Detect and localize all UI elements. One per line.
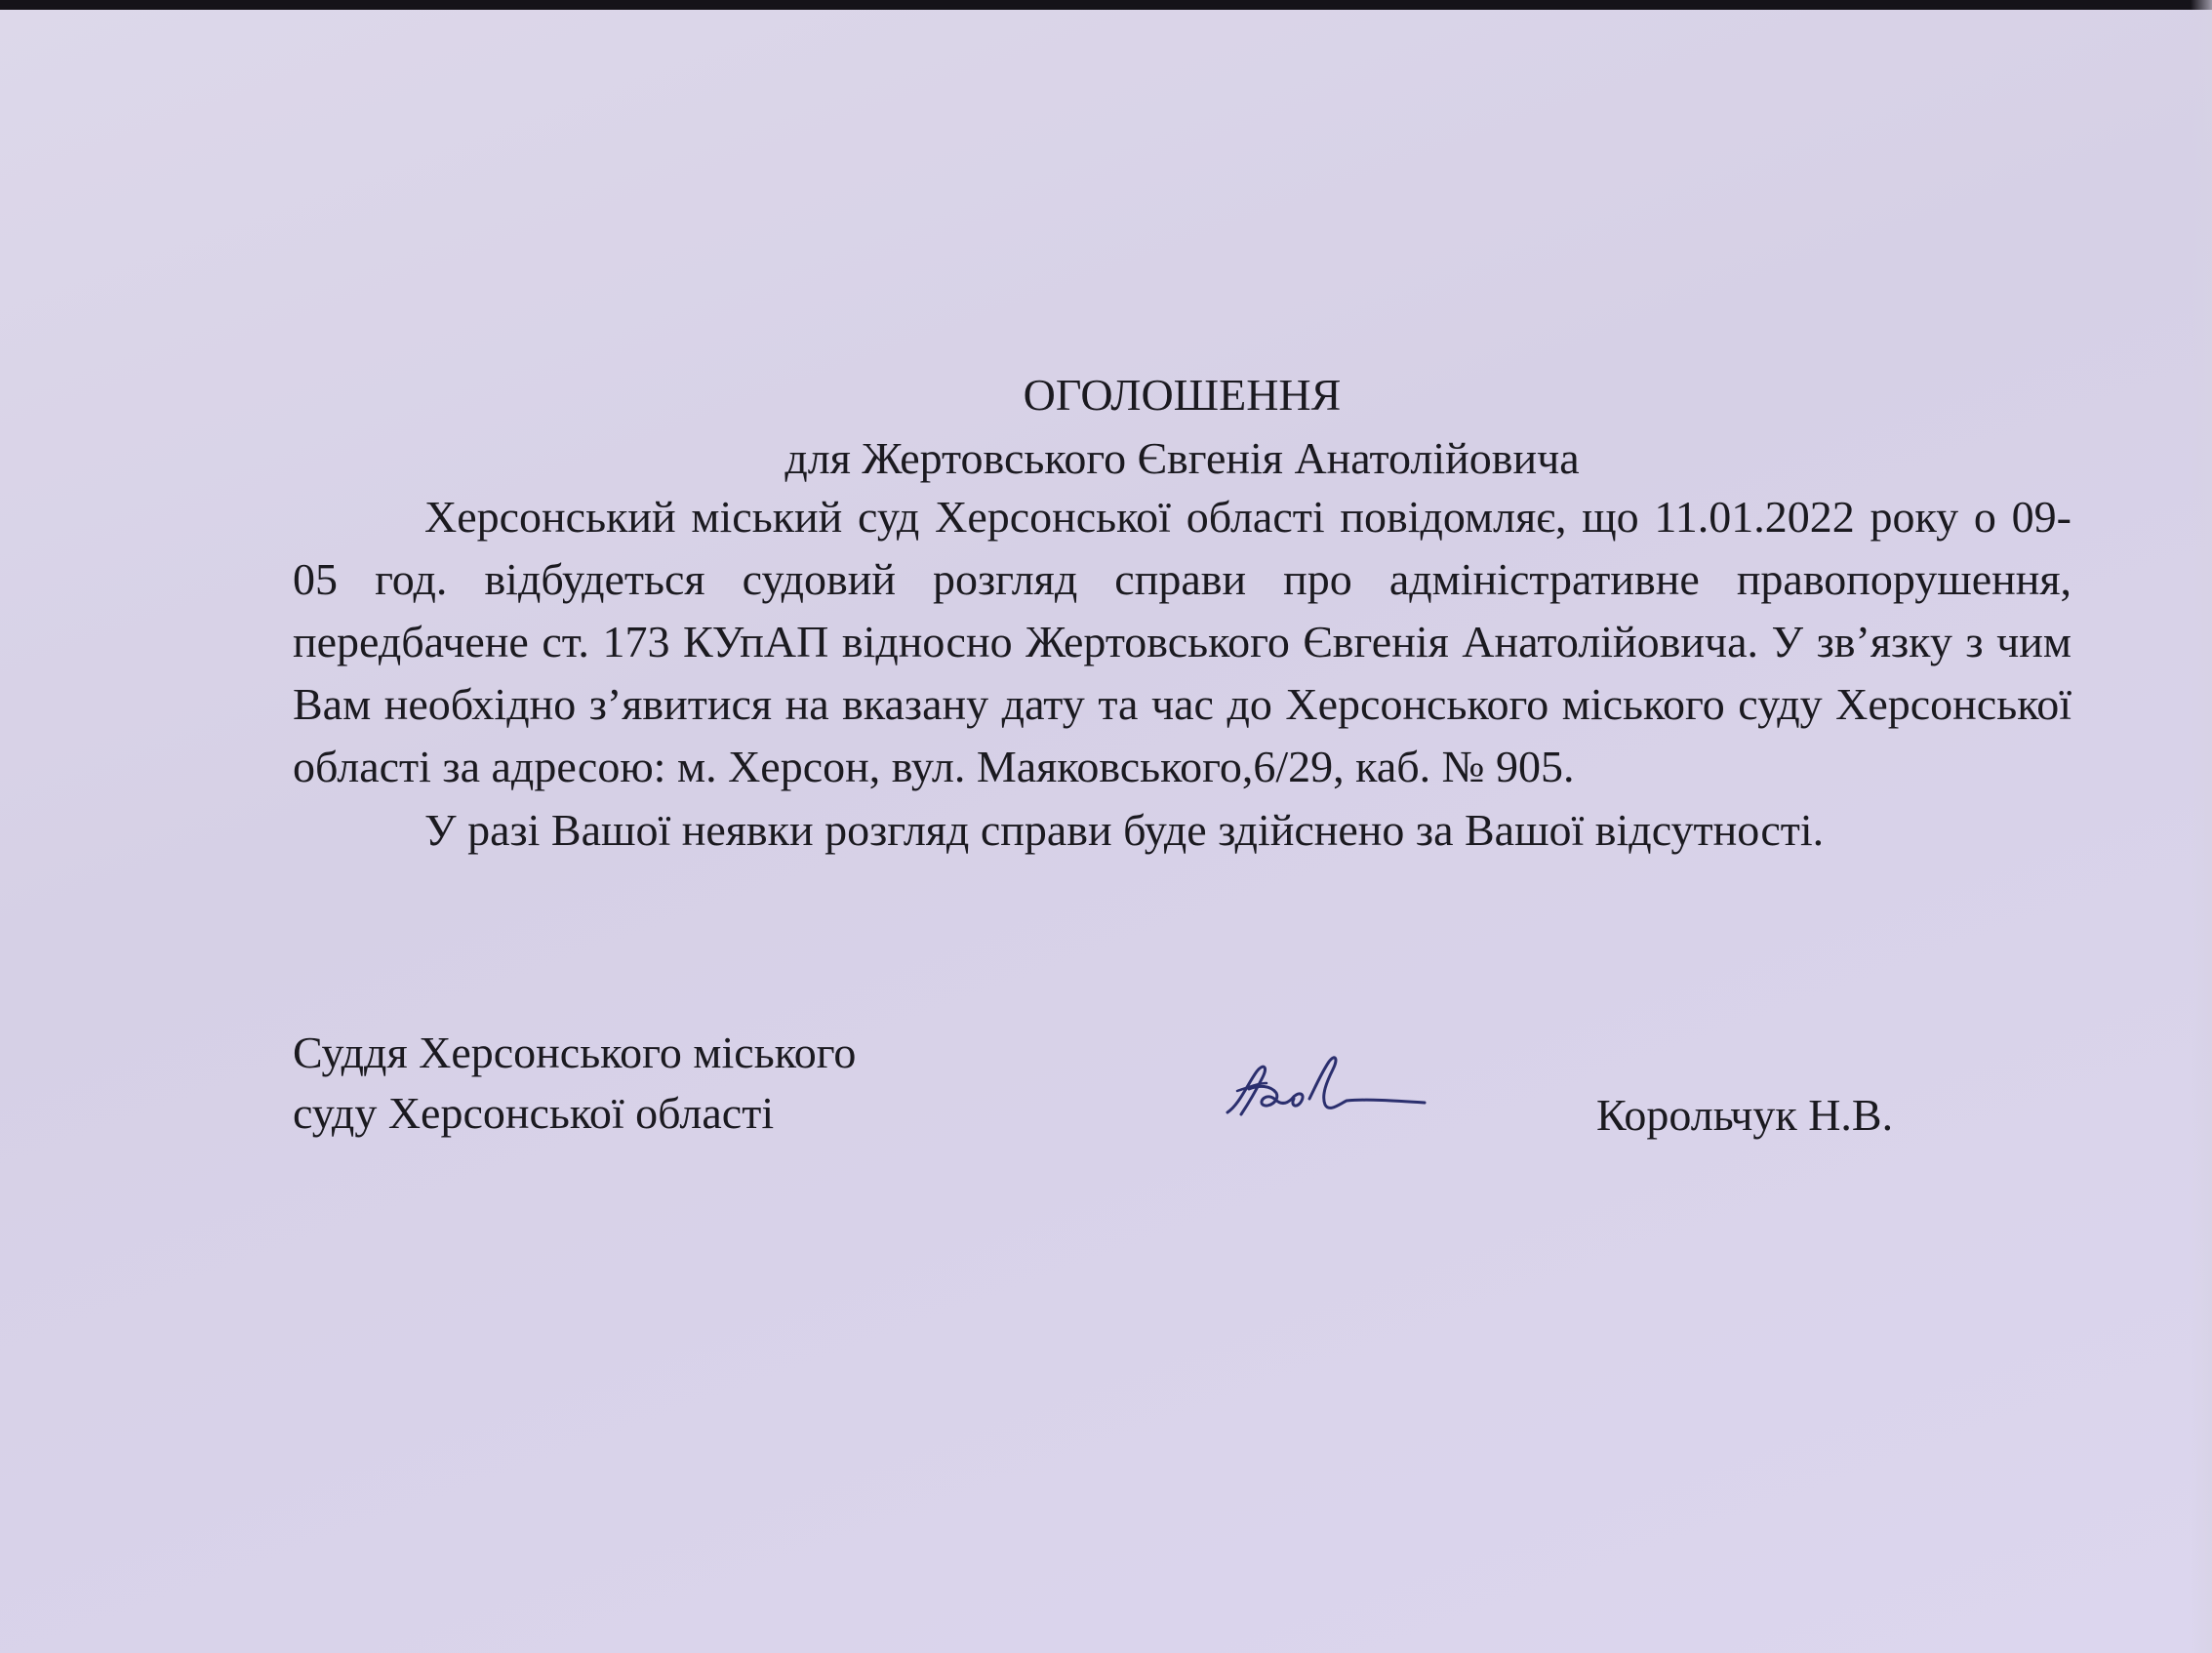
paper-top-edge xyxy=(0,0,2212,10)
document-subtitle: для Жертовського Євгенія Анатолійовича xyxy=(784,433,1580,483)
document-title: ОГОЛОШЕННЯ xyxy=(1023,370,1342,420)
judge-position-line-2: суду Херсонської області xyxy=(293,1088,775,1138)
document-body xyxy=(293,486,2071,862)
paper-right-edge xyxy=(2191,0,2212,1653)
handwritten-signature-icon xyxy=(1220,1044,1434,1142)
judge-position-line-1: Суддя Херсонського міського xyxy=(293,1028,857,1077)
body-paragraph-notice: Херсонський міський суд Херсонської області повідомляє, що 11.01.2022 року о 09-05 год. відбудеться судовий розгляд справи про адміністративне правопорушення, передбачене ст. 173 КУпАП відносно Жертовського Євгенія Анатолійовича. У зв’язку з чим Вам необхідно з’явитися на вказану дату та час до Херсонського міського суду Херсонської області за адресою: м. Херсон, вул. Маяковського,6/29, каб. № 905. xyxy=(293,492,2071,791)
judge-name: Корольчук Н.В. xyxy=(1596,1090,1894,1140)
body-paragraph-absence: У разі Вашої неявки розгляд справи буде здійснено за Вашої відсутності. xyxy=(424,805,1825,855)
judge-position xyxy=(293,1023,856,1144)
